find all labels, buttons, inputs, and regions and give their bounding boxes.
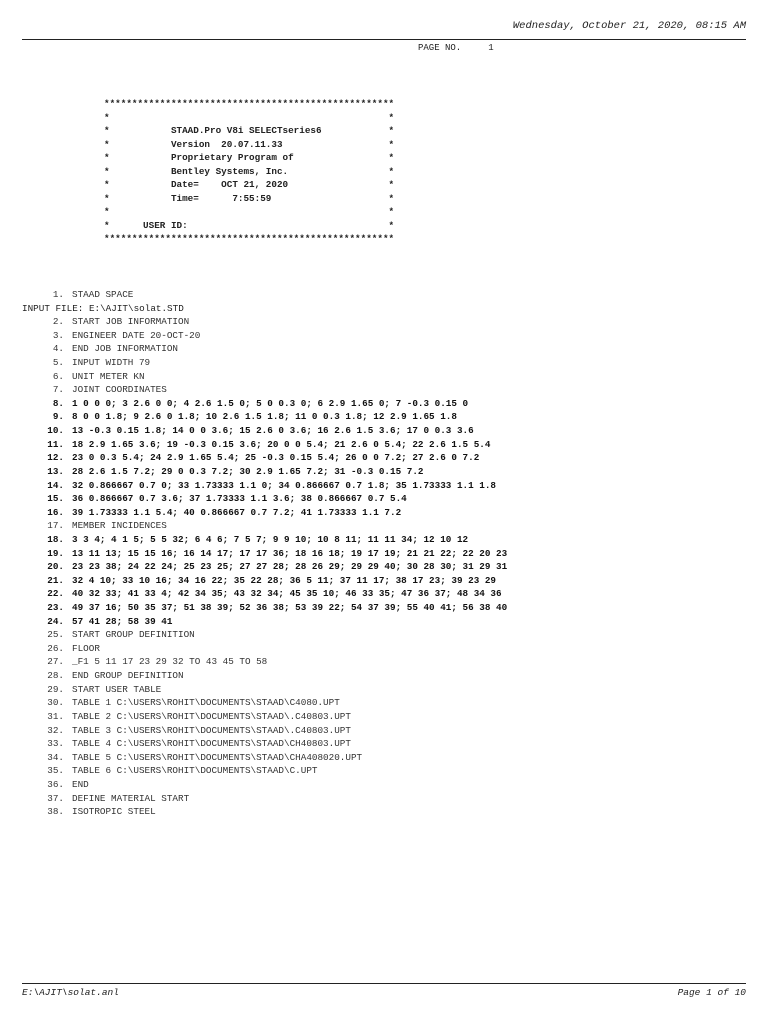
- line-command: TABLE 6 C:\USERS\ROHIT\DOCUMENTS\STAAD\C.UPT: [72, 765, 318, 777]
- line-number: 38.: [47, 806, 64, 818]
- listing-line: [0, 356, 507, 370]
- report-date: Wednesday, October 21, 2020, 08:15 AM: [512, 20, 746, 32]
- line-number: 19.: [47, 547, 64, 559]
- line-command: ENGINEER DATE 20-OCT-20: [72, 329, 201, 341]
- listing-line: [0, 383, 507, 397]
- banner-line: * Bentley Systems, Inc. *: [104, 165, 395, 177]
- line-command: _F1 5 11 17 23 29 32 TO 43 45 TO 58: [72, 656, 268, 668]
- line-number: 15.: [47, 493, 64, 505]
- line-number: 2.: [52, 316, 64, 328]
- listing-line: [0, 479, 507, 493]
- line-command: 13 -0.3 0.15 1.8; 14 0 0 3.6; 15 2.6 0 3.6; 16 2.6 1.5 3.6; 17 0 0.3 3.6: [72, 425, 474, 437]
- listing-line: [0, 724, 507, 738]
- listing-line: [0, 615, 507, 629]
- line-number: 28.: [47, 670, 64, 682]
- line-command: TABLE 1 C:\USERS\ROHIT\DOCUMENTS\STAAD\C4080.UPT: [72, 697, 340, 709]
- line-command: FLOOR: [72, 642, 100, 654]
- line-command: END GROUP DEFINITION: [72, 670, 184, 682]
- listing-line: [0, 696, 507, 710]
- line-command: ISOTROPIC STEEL: [72, 806, 156, 818]
- line-command: TABLE 2 C:\USERS\ROHIT\DOCUMENTS\STAAD\.C40803.UPT: [72, 710, 351, 722]
- line-command: TABLE 4 C:\USERS\ROHIT\DOCUMENTS\STAAD\CH40803.UPT: [72, 738, 351, 750]
- listing-line: [0, 492, 507, 506]
- listing-line: [0, 805, 507, 819]
- footer-rule: [22, 983, 746, 984]
- line-number: 30.: [47, 697, 64, 709]
- banner-line: ****************************************************: [104, 98, 395, 109]
- line-number: 26.: [47, 642, 64, 654]
- page-number: PAGE NO. 1: [418, 43, 494, 53]
- line-number: 35.: [47, 765, 64, 777]
- line-number: 7.: [52, 384, 64, 396]
- line-number: 16.: [47, 506, 64, 518]
- listing-line: [0, 642, 507, 656]
- input-file-label: INPUT FILE: E:\AJIT\solat.STD: [22, 302, 184, 314]
- listing-line: [0, 778, 507, 792]
- banner-line: * STAAD.Pro V8i SELECTseries6 *: [104, 125, 395, 136]
- listing-line: [0, 438, 507, 452]
- line-number: 21.: [47, 574, 64, 586]
- listing-line: [0, 329, 507, 343]
- listing-line: [0, 424, 507, 438]
- line-number: 6.: [52, 370, 64, 382]
- line-command: 49 37 16; 50 35 37; 51 38 39; 52 36 38; 53 39 22; 54 37 39; 55 40 41; 56 38 40: [72, 602, 508, 614]
- listing-line: [0, 370, 507, 384]
- line-number: 17.: [47, 520, 64, 532]
- line-number: 27.: [47, 656, 64, 668]
- listing-line: [0, 574, 507, 588]
- line-number: 3.: [52, 329, 64, 341]
- line-command: 32 4 10; 33 10 16; 34 16 22; 35 22 28; 36 5 11; 37 11 17; 38 17 23; 39 23 29: [72, 574, 497, 586]
- listing-line: [0, 601, 507, 615]
- banner-line: * Date= OCT 21, 2020 *: [104, 179, 395, 190]
- banner-line: * *: [104, 206, 395, 217]
- line-number: 25.: [47, 629, 64, 641]
- line-number: 10.: [47, 425, 64, 437]
- banner-line: * USER ID: *: [104, 219, 395, 231]
- listing-line: [0, 587, 507, 601]
- line-command: 39 1.73333 1.1 5.4; 40 0.866667 0.7 7.2; 41 1.73333 1.1 7.2: [72, 506, 402, 518]
- listing-line: [0, 451, 507, 465]
- line-number: 34.: [47, 751, 64, 763]
- input-listing: [0, 288, 507, 819]
- listing-line: [0, 533, 507, 547]
- line-command: START JOB INFORMATION: [72, 316, 190, 328]
- line-number: 9.: [52, 411, 64, 423]
- line-command: DEFINE MATERIAL START: [72, 792, 190, 804]
- line-number: 32.: [47, 724, 64, 736]
- header-rule: [22, 39, 746, 40]
- line-number: 31.: [47, 710, 64, 722]
- line-command: 36 0.866667 0.7 3.6; 37 1.73333 1.1 3.6; 38 0.866667 0.7 5.4: [72, 493, 407, 505]
- footer-page-count: Page 1 of 10: [677, 987, 746, 998]
- line-command: 40 32 33; 41 33 4; 42 34 35; 43 32 34; 45 35 10; 46 33 35; 47 36 37; 48 34 36: [72, 588, 502, 600]
- line-number: 22.: [47, 588, 64, 600]
- line-number: 1.: [52, 289, 64, 300]
- listing-line: [0, 710, 507, 724]
- line-number: 29.: [47, 683, 64, 695]
- line-number: 11.: [47, 438, 64, 450]
- line-command: UNIT METER KN: [72, 370, 145, 382]
- listing-line: [0, 315, 507, 329]
- line-command: TABLE 3 C:\USERS\ROHIT\DOCUMENTS\STAAD\.C40803.UPT: [72, 724, 351, 736]
- listing-line: [0, 560, 507, 574]
- banner-line: * Proprietary Program of *: [104, 152, 395, 163]
- listing-line: [0, 792, 507, 806]
- line-command: 23 0 0.3 5.4; 24 2.9 1.65 5.4; 25 -0.3 0.15 5.4; 26 0 0 7.2; 27 2.6 0 7.2: [72, 452, 480, 464]
- listing-line: [0, 410, 507, 424]
- line-number: 24.: [47, 615, 64, 627]
- listing-line: [0, 669, 507, 683]
- banner-line: * Version 20.07.11.33 *: [104, 138, 395, 150]
- line-number: 18.: [47, 533, 64, 545]
- listing-line: [0, 506, 507, 520]
- listing-line: [0, 397, 507, 411]
- line-command: 8 0 0 1.8; 9 2.6 0 1.8; 10 2.6 1.5 1.8; 11 0 0.3 1.8; 12 2.9 1.65 1.8: [72, 411, 457, 423]
- line-command: 23 23 38; 24 22 24; 25 23 25; 27 27 28; 28 26 29; 29 29 40; 30 28 30; 31 29 31: [72, 561, 508, 573]
- line-command: 3 3 4; 4 1 5; 5 5 32; 6 4 6; 7 5 7; 9 9 10; 10 8 11; 11 11 34; 12 10 12: [72, 533, 469, 545]
- line-command: END: [72, 778, 89, 790]
- line-number: 36.: [47, 778, 64, 790]
- line-number: 20.: [47, 561, 64, 573]
- line-command: 32 0.866667 0.7 0; 33 1.73333 1.1 0; 34 0.866667 0.7 1.8; 35 1.73333 1.1 1.8: [72, 479, 497, 491]
- listing-line: [0, 288, 507, 302]
- listing-line: [0, 519, 507, 533]
- line-command: MEMBER INCIDENCES: [72, 520, 167, 532]
- line-number: 33.: [47, 738, 64, 750]
- listing-line: [0, 302, 507, 316]
- listing-line: [0, 737, 507, 751]
- footer-file-path: E:\AJIT\solat.anl: [22, 987, 119, 998]
- line-command: 57 41 28; 58 39 41: [72, 615, 173, 627]
- line-command: 13 11 13; 15 15 16; 16 14 17; 17 17 36; 18 16 18; 19 17 19; 21 21 22; 22 20 23: [72, 547, 508, 559]
- listing-line: [0, 683, 507, 697]
- line-number: 37.: [47, 792, 64, 804]
- program-banner: [104, 97, 394, 246]
- listing-line: [0, 465, 507, 479]
- line-number: 5.: [52, 357, 64, 369]
- listing-line: [0, 628, 507, 642]
- line-number: 8.: [52, 397, 64, 409]
- line-command: END JOB INFORMATION: [72, 343, 179, 355]
- line-number: 12.: [47, 452, 64, 464]
- line-number: 4.: [52, 343, 64, 355]
- line-number: 14.: [47, 479, 64, 491]
- line-command: TABLE 5 C:\USERS\ROHIT\DOCUMENTS\STAAD\CHA408020.UPT: [72, 751, 363, 763]
- listing-line: [0, 342, 507, 356]
- line-number: 23.: [47, 602, 64, 614]
- line-command: 28 2.6 1.5 7.2; 29 0 0.3 7.2; 30 2.9 1.65 7.2; 31 -0.3 0.15 7.2: [72, 465, 424, 477]
- line-command: START GROUP DEFINITION: [72, 629, 195, 641]
- line-command: INPUT WIDTH 79: [72, 357, 151, 369]
- line-command: 1 0 0 0; 3 2.6 0 0; 4 2.6 1.5 0; 5 0 0.3 0; 6 2.9 1.65 0; 7 -0.3 0.15 0: [72, 397, 469, 409]
- listing-line: [0, 764, 507, 778]
- line-number: 13.: [47, 465, 64, 477]
- listing-line: [0, 751, 507, 765]
- listing-line: [0, 655, 507, 669]
- banner-line: * *: [104, 111, 395, 123]
- listing-line: [0, 547, 507, 561]
- banner-line: * Time= 7:55:59 *: [104, 192, 395, 204]
- line-command: START USER TABLE: [72, 683, 162, 695]
- line-command: JOINT COORDINATES: [72, 384, 167, 396]
- line-command: 18 2.9 1.65 3.6; 19 -0.3 0.15 3.6; 20 0 0 5.4; 21 2.6 0 5.4; 22 2.6 1.5 5.4: [72, 438, 491, 450]
- banner-line: ****************************************************: [104, 233, 395, 244]
- line-command: STAAD SPACE: [72, 289, 134, 300]
